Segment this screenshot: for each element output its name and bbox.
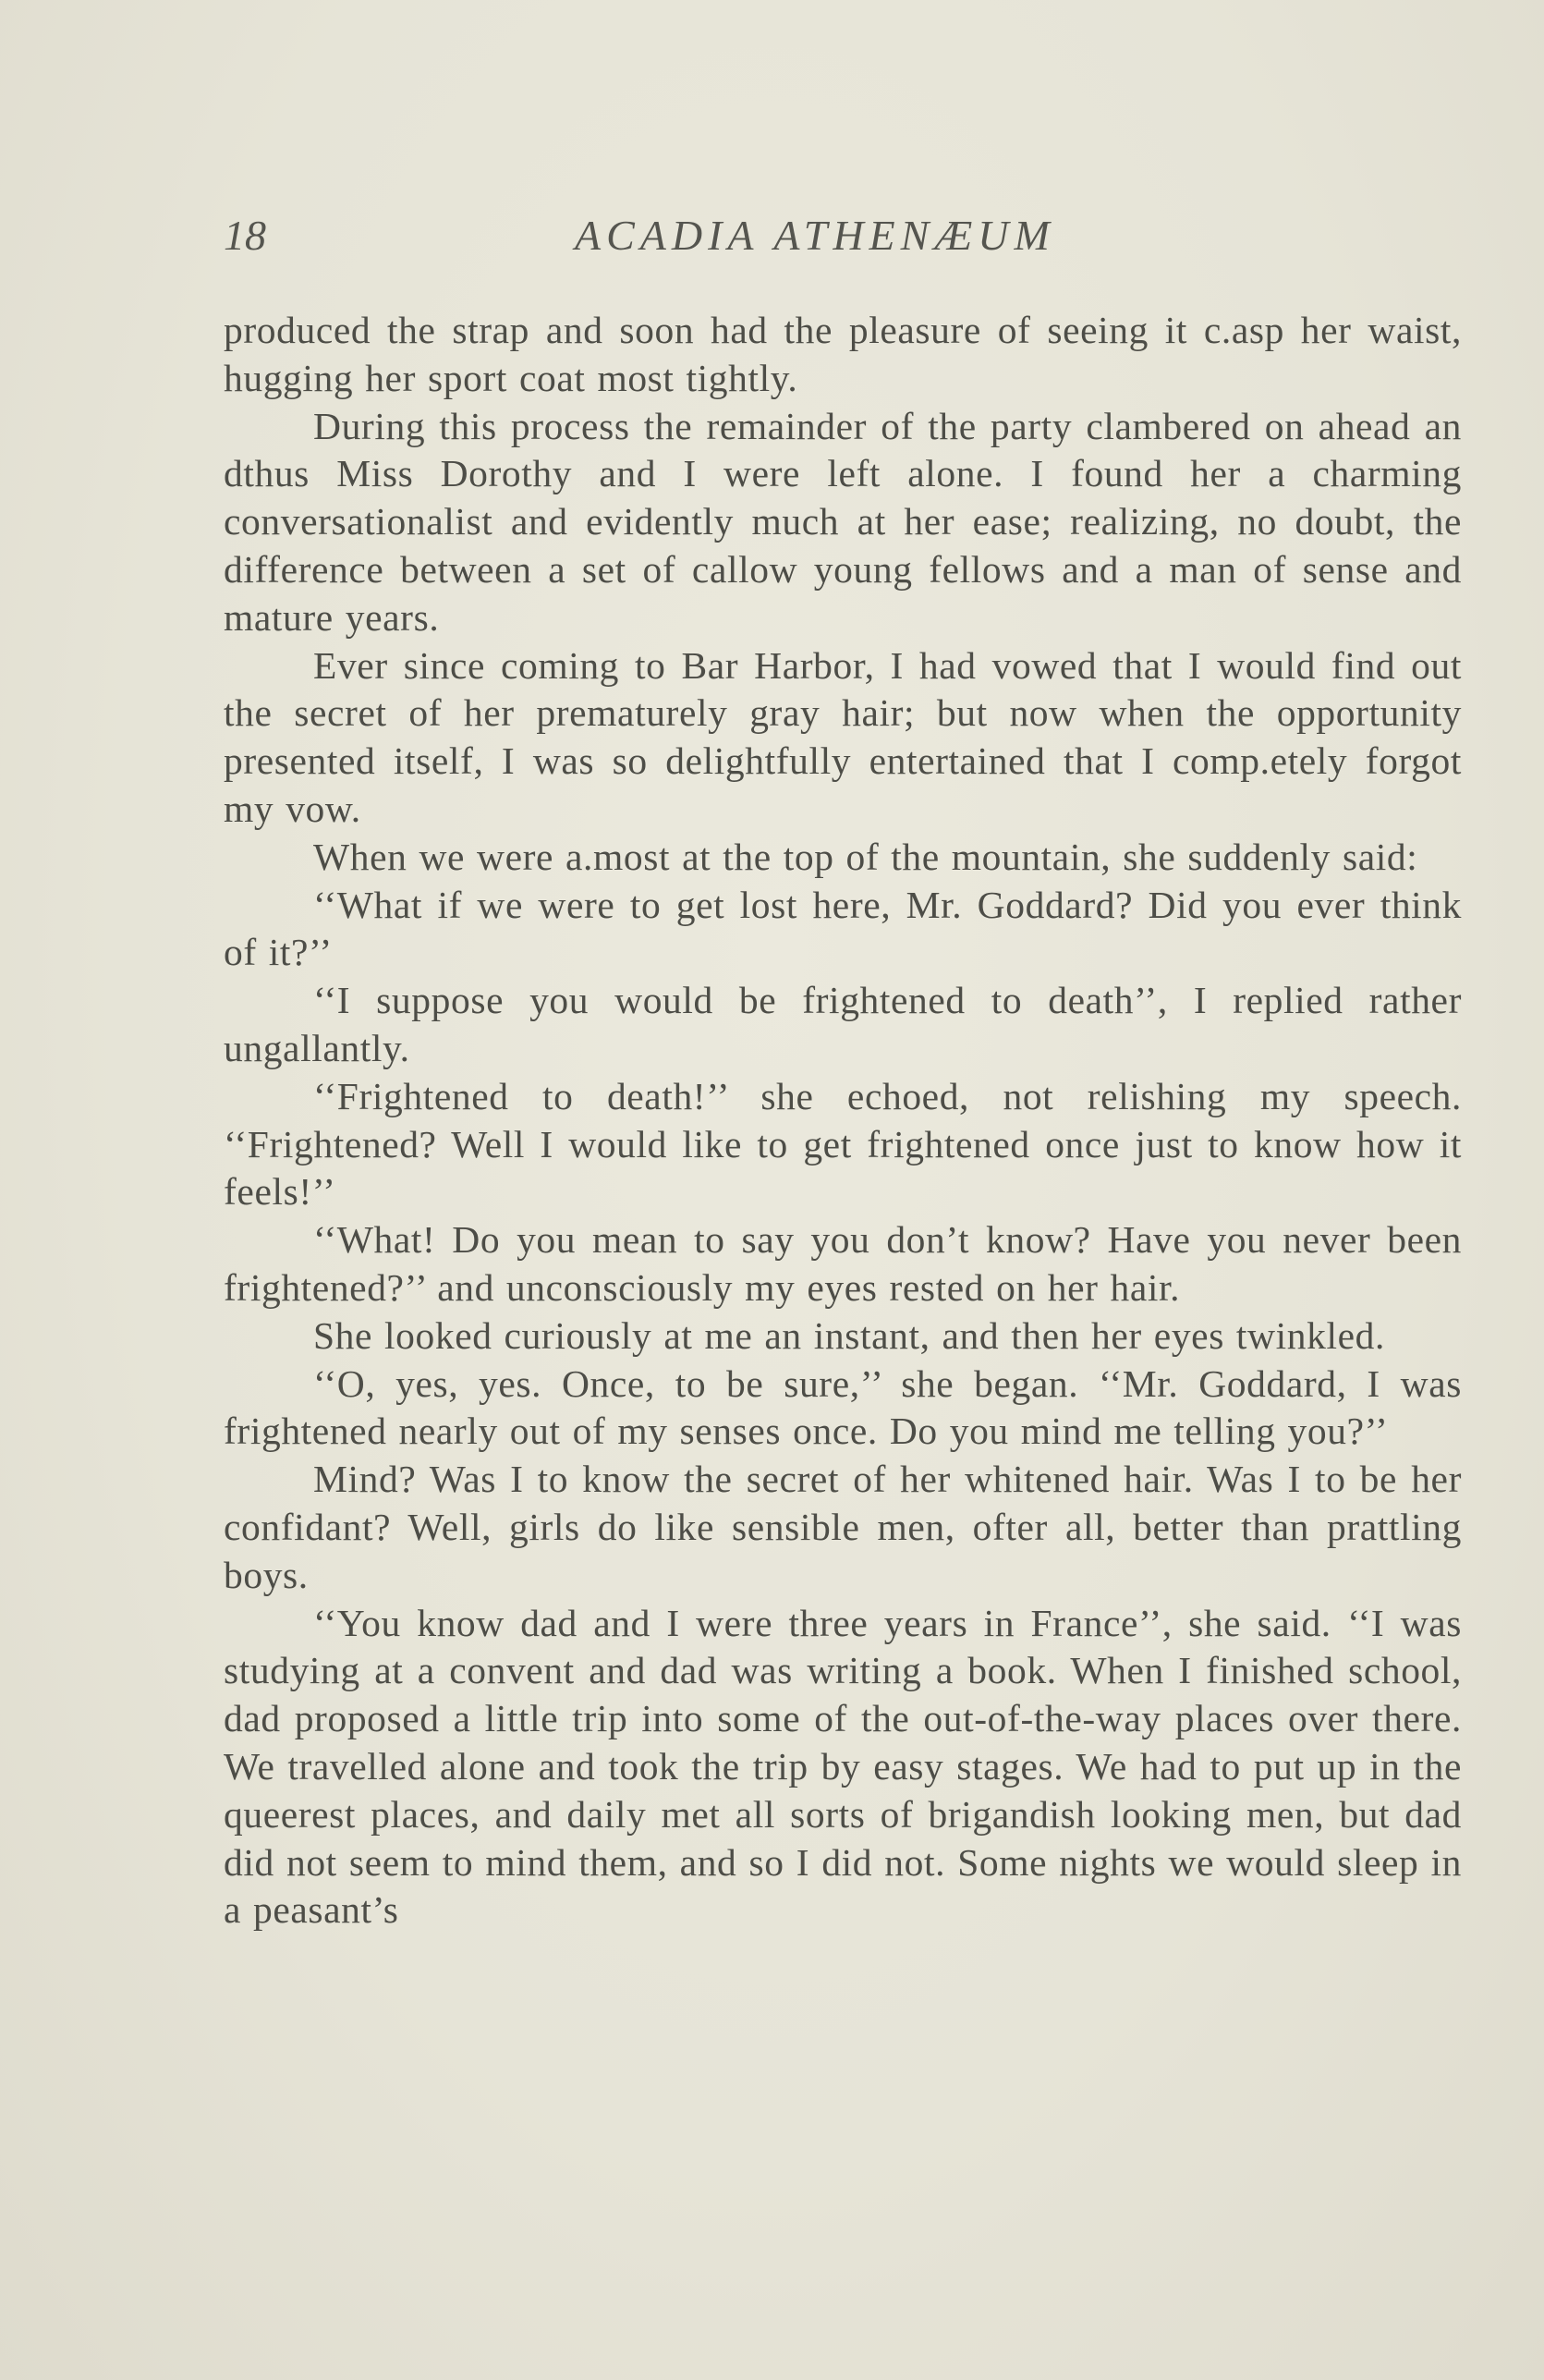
- paragraph: ‘‘O, yes, yes. Once, to be sure,’’ she began. ‘‘Mr. Goddard, I was frightened nearly out of my senses once. Do you mind me telling you?’’: [224, 1361, 1462, 1453]
- paragraph: When we were a.most at the top of the mountain, she suddenly said:: [313, 835, 1418, 878]
- page-header: [224, 211, 1462, 266]
- paragraph: During this process the remainder of the party clambered on ahead an dthus Miss Dorothy and I were left alone. I found her a charming conversationalist and evidently much at her ease; realizing, no doubt, the difference between a set of callow young fellows and a man of sense and mature years.: [224, 404, 1462, 639]
- paragraph: ‘‘What if we were to get lost here, Mr. Goddard? Did you ever think of it?’’: [224, 883, 1462, 974]
- paragraph: She looked curiously at me an instant, and then her eyes twinkled.: [313, 1313, 1385, 1357]
- paragraph: Mind? Was I to know the secret of her whitened hair. Was I to be her confidant? Well, girls do like sensible men, ofter all, better than prattling boys.: [224, 1458, 1462, 1596]
- running-title: ACADIA ATHENÆUM: [575, 212, 1055, 259]
- paragraph: ‘‘Frightened to death!’’ she echoed, not relishing my speech. ‘‘Frightened? Well I would like to get frightened once just to know how it feels!’’: [224, 1074, 1462, 1214]
- paragraph: ‘‘What! Do you mean to say you don’t know? Have you never been frightened?’’ and unconsciously my eyes rested on her hair.: [224, 1218, 1462, 1309]
- paragraph: produced the strap and soon had the pleasure of seeing it c.asp her waist, hugging her sport coat most tightly.: [224, 309, 1462, 399]
- body-text: [224, 307, 1462, 1935]
- page-number: 18: [224, 212, 266, 259]
- paragraph: ‘‘You know dad and I were three years in France’’, she said. ‘‘I was studying at a convent and dad was writing a book. When I finished school, dad proposed a little trip into some of the out-of-the-way places over there. We travelled alone and took the trip by easy stages. We had to put up in the queerest places, and daily met all sorts of brigandish looking men, but dad did not seem to mind them, and so I did not. Some nights we would sleep in a peasant’s: [224, 1601, 1462, 1932]
- paragraph: ‘‘I suppose you would be frightened to death’’, I replied rather ungallantly.: [224, 979, 1462, 1069]
- paragraph: Ever since coming to Bar Harbor, I had vowed that I would find out the secret of her prematurely gray hair; but now when the opportunity presented itself, I was so delightfully entertained that I comp.etely forgot my vow.: [224, 643, 1462, 830]
